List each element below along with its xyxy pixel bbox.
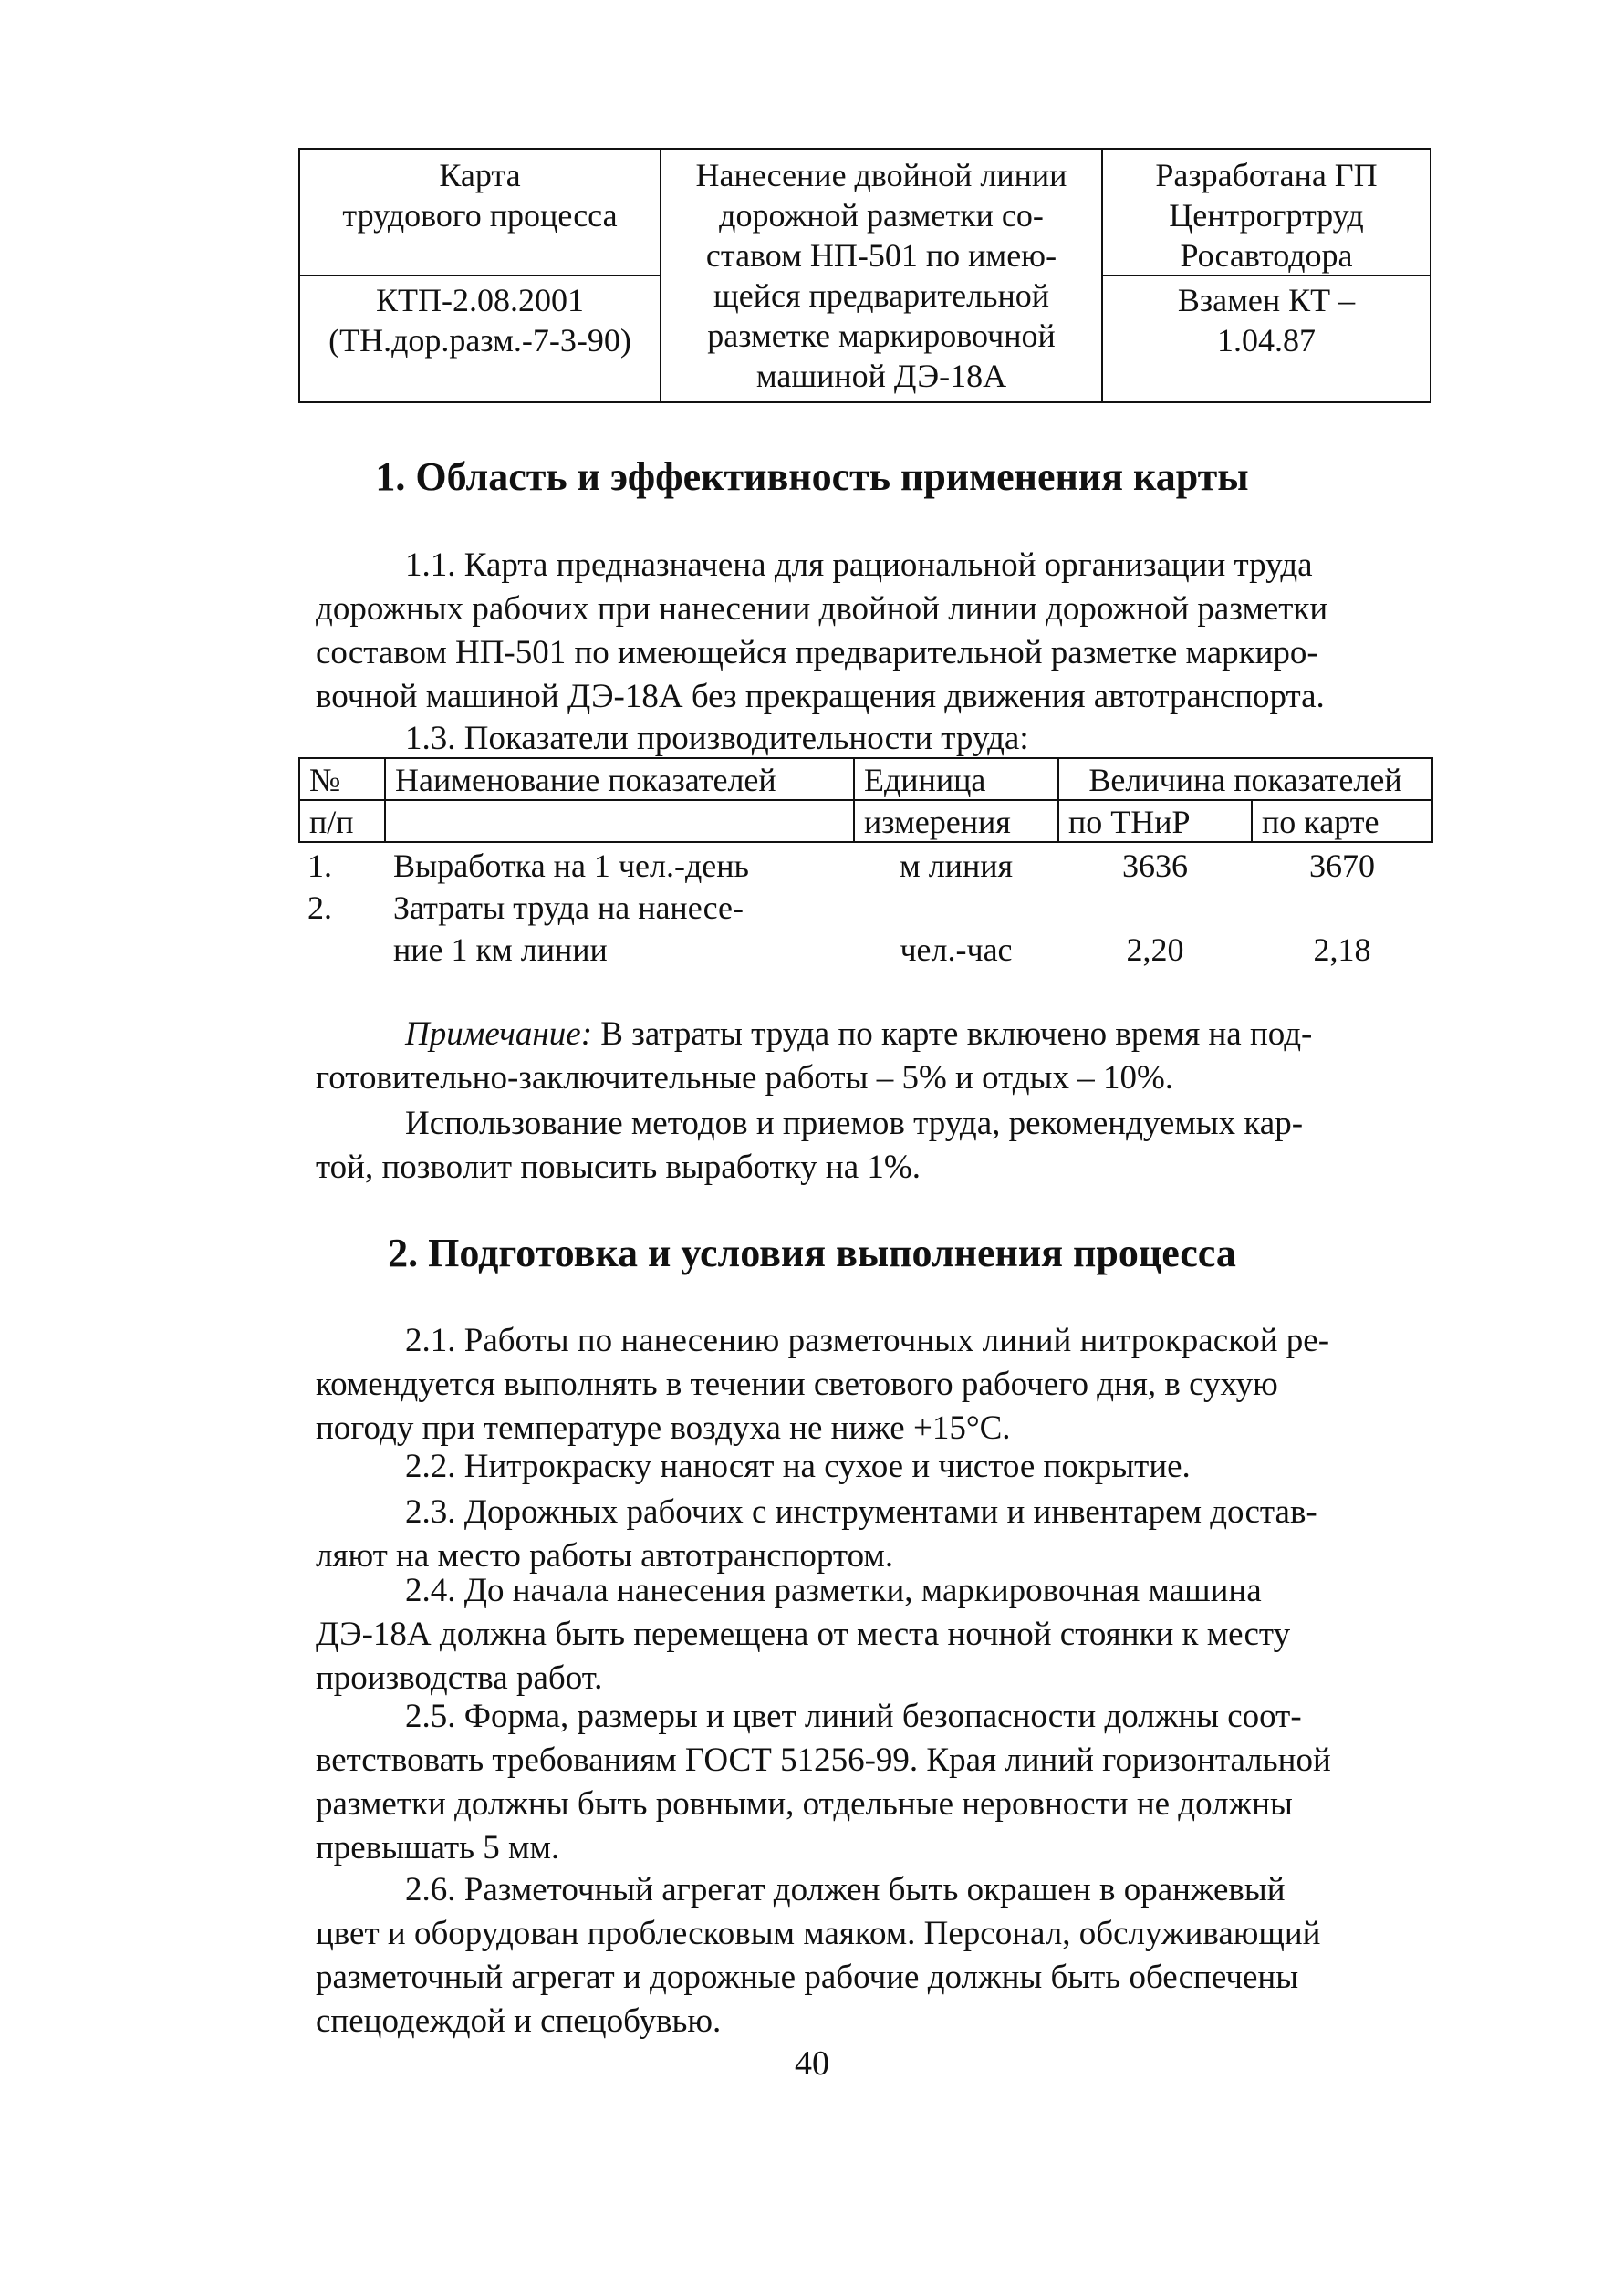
table-row [298, 887, 1433, 931]
header-table [298, 148, 1431, 403]
page-number: 40 [795, 2044, 829, 2083]
card-title: Нанесение двойной линии дорожной разметки со- ставом НП-501 по имею- щейся предварительной разметке маркировочной машиной ДЭ-18А [661, 150, 1103, 401]
note-text: В затраты труда по карте включено время на под- готовительно-заключительные работы – 5% и отдых – 10%. [316, 1015, 1313, 1097]
header-value: Величина показателей [1057, 757, 1433, 801]
paragraph-1-1: 1.1. Карта предназначена для рациональной организации труда дорожных рабочих при нанесении двойной линии дорожной разметки составом НП-501 по имеющейся предварительной разметке маркиро- вочной машиной ДЭ-18А без прекращения движения автотранспорта. [316, 546, 1328, 715]
paragraph-2-4: 2.4. До начала нанесения разметки, маркировочная машина ДЭ-18А должна быть перемещена от места ночной стоянки к месту производства работ. [316, 1572, 1291, 1697]
row-card: 3670 [1309, 847, 1375, 884]
paragraph-2-1: 2.1. Работы по нанесению разметочных линий нитрокраской ре- комендуется выполнять в течении светового рабочего дня, в сухую погоду при температуре воздуха не ниже +15°С. [316, 1322, 1330, 1447]
header-num: № [298, 757, 386, 801]
developer: Разработана ГП Центрогртруд Росавтодора [1103, 150, 1430, 276]
header-right-column [1103, 150, 1430, 401]
table-header-row-2 [298, 799, 1433, 843]
header-name: Наименование показателей [384, 757, 855, 801]
header-num-2: п/п [298, 799, 386, 843]
card-code: КТП-2.08.2001 (ТН.дор.разм.-7-3-90) [328, 282, 631, 359]
note-label: Примечание: [405, 1015, 593, 1053]
row-unit: чел.-час [900, 931, 1013, 968]
row-num: 2. [307, 889, 332, 926]
paragraph-2-3: 2.3. Дорожных рабочих с инструментами и инвентарем достав- ляют на место работы автотранспортом. [316, 1493, 1317, 1575]
section1-heading: 1. Область и эффективность применения карты [375, 454, 1249, 499]
table-title: 1.3. Показатели производительности труда: [405, 720, 1029, 757]
row-name-continued: ние 1 км линии [393, 931, 608, 968]
row-tnir: 3636 [1122, 847, 1188, 884]
row-card: 2,18 [1313, 931, 1371, 968]
header-left-column [300, 150, 661, 401]
row-tnir: 2,20 [1126, 931, 1184, 968]
table-header-row-1 [298, 757, 1433, 801]
header-unit-2: измерения [853, 799, 1059, 843]
header-name-2 [384, 799, 855, 843]
row-name: Затраты труда на нанесе- [393, 889, 744, 926]
note-paragraph [316, 1013, 1427, 1100]
table-row-continuation [298, 929, 1433, 972]
header-unit: Единица [853, 757, 1059, 801]
header-tnir: по ТНиР [1057, 799, 1253, 843]
header-card: по карте [1251, 799, 1433, 843]
paragraph-2-5: 2.5. Форма, размеры и цвет линий безопасности должны соот- ветствовать требованиям ГОСТ 51256-99. Края линий горизонтальной разметки должны быть ровными, отдельные неровности не должны превышать 5 мм. [316, 1698, 1331, 1866]
paragraph-2-6: 2.6. Разметочный агрегат должен быть окрашен в оранжевый цвет и оборудован проблесковым маяком. Персонал, обслуживающий разметочный агрегат и дорожные рабочие должны быть обеспечены спецодеждой и спецобувью. [316, 1871, 1321, 2040]
row-name: Выработка на 1 чел.-день [393, 847, 749, 884]
replaces: Взамен КТ – 1.04.87 [1177, 282, 1356, 359]
table-row [298, 845, 1433, 889]
card-label: Карта трудового процесса [300, 150, 660, 276]
section2-heading: 2. Подготовка и условия выполнения процесса [388, 1231, 1236, 1275]
paragraph-2-2: 2.2. Нитрокраску наносят на сухое и чистое покрытие. [405, 1448, 1191, 1485]
paragraph-usage: Использование методов и приемов труда, рекомендуемых кар- той, позволит повысить выработку на 1%. [316, 1105, 1304, 1186]
row-unit: м линия [899, 847, 1014, 884]
row-num: 1. [307, 847, 332, 884]
